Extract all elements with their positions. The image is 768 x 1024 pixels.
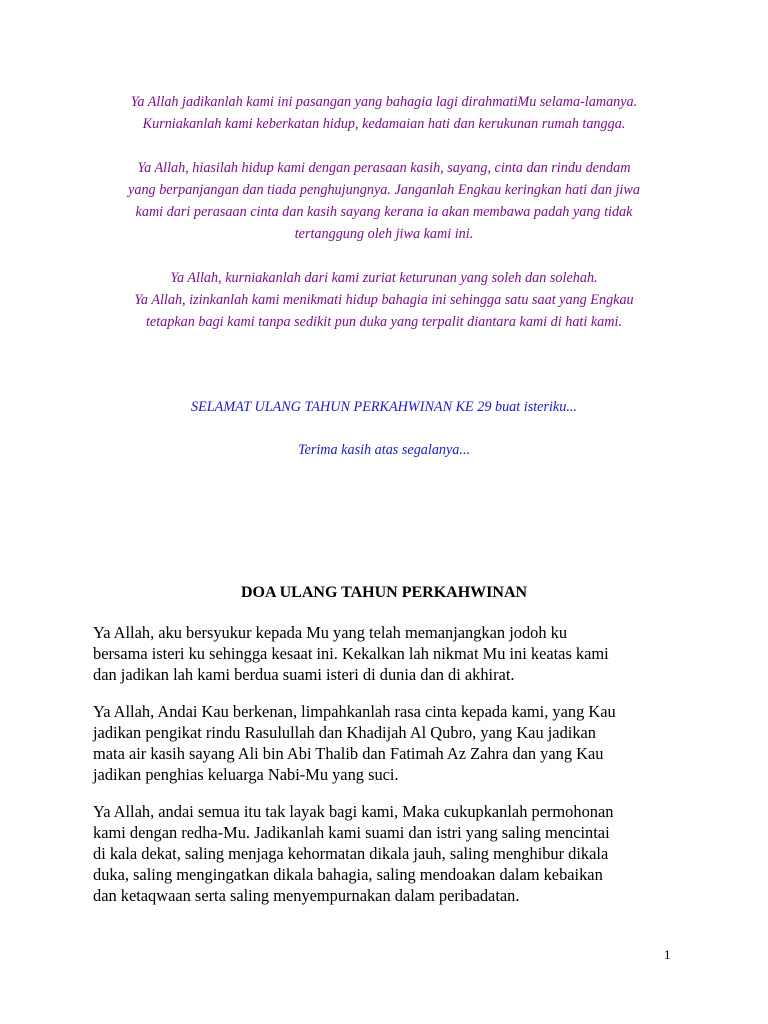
purple-prayer-paragraph-2 [80, 157, 688, 245]
prayer-line: kami dari perasaan cinta dan kasih sayang kerana ia akan membawa padah yang tidak [135, 204, 633, 220]
prayer-line: Ya Allah, kurniakanlah dari kami zuriat keturunan yang soleh dan solehah. [170, 270, 598, 286]
page-number: 1 [664, 947, 671, 962]
body-line: dan jadikan lah kami berdua suami isteri di dunia dan di akhirat. [93, 665, 515, 684]
body-line: Ya Allah, Andai Kau berkenan, limpahkanlah rasa cinta kepada kami, yang Kau [93, 702, 616, 721]
body-paragraph-1 [93, 622, 683, 685]
thanks-line: Terima kasih atas segalanya... [297, 442, 471, 458]
body-line: dan ketaqwaan serta saling menyempurnakan dalam peribadatan. [93, 886, 520, 905]
body-line: kami dengan redha-Mu. Jadikanlah kami suami dan istri yang saling mencintai [93, 823, 610, 842]
document-title: DOA ULANG TAHUN PERKAHWINAN [240, 584, 528, 601]
prayer-line: tetapkan bagi kami tanpa sedikit pun duka yang terpalit diantara kami di hati kami. [145, 314, 622, 330]
prayer-line: Ya Allah, hiasilah hidup kami dengan perasaan kasih, sayang, cinta dan rindu dendam [137, 160, 631, 176]
prayer-line: yang berpanjangan dan tiada penghujungnya. Janganlah Engkau keringkan hati dan jiwa [128, 182, 640, 198]
prayer-line: Ya Allah, izinkanlah kami menikmati hidup bahagia ini sehingga satu saat yang Engkau [134, 292, 634, 308]
prayer-line: tertanggung oleh jiwa kami ini. [294, 226, 474, 242]
purple-prayer-paragraph-1 [80, 91, 688, 135]
body-line: di kala dekat, saling menjaga kehormatan dikala jauh, saling menghibur dikala [93, 844, 609, 863]
body-line: mata air kasih sayang Ali bin Abi Thalib dan Fatimah Az Zahra dan yang Kau [93, 744, 604, 763]
body-line: Ya Allah, andai semua itu tak layak bagi kami, Maka cukupkanlah permohonan [93, 802, 614, 821]
body-line: Ya Allah, aku bersyukur kepada Mu yang telah memanjangkan jodoh ku [93, 623, 568, 642]
prayer-line: Kurniakanlah kami keberkatan hidup, kedamaian hati dan kerukunan rumah tangga. [142, 116, 626, 132]
body-paragraph-2 [93, 701, 683, 785]
anniversary-greeting: SELAMAT ULANG TAHUN PERKAHWINAN KE 29 buat isteriku... [191, 399, 577, 415]
body-line: bersama isteri ku sehingga kesaat ini. Kekalkan lah nikmat Mu ini keatas kami [93, 644, 609, 663]
body-line: duka, saling mengingatkan dikala bahagia, saling mendoakan dalam kebaikan [93, 865, 603, 884]
body-line: jadikan pengikat rindu Rasulullah dan Khadijah Al Qubro, yang Kau jadikan [93, 723, 596, 742]
purple-prayer-paragraph-3 [80, 267, 688, 333]
body-paragraph-3 [93, 801, 683, 906]
prayer-line: Ya Allah jadikanlah kami ini pasangan yang bahagia lagi dirahmatiMu selama-lamanya. [130, 94, 638, 110]
body-line: jadikan penghias keluarga Nabi-Mu yang suci. [93, 765, 399, 784]
